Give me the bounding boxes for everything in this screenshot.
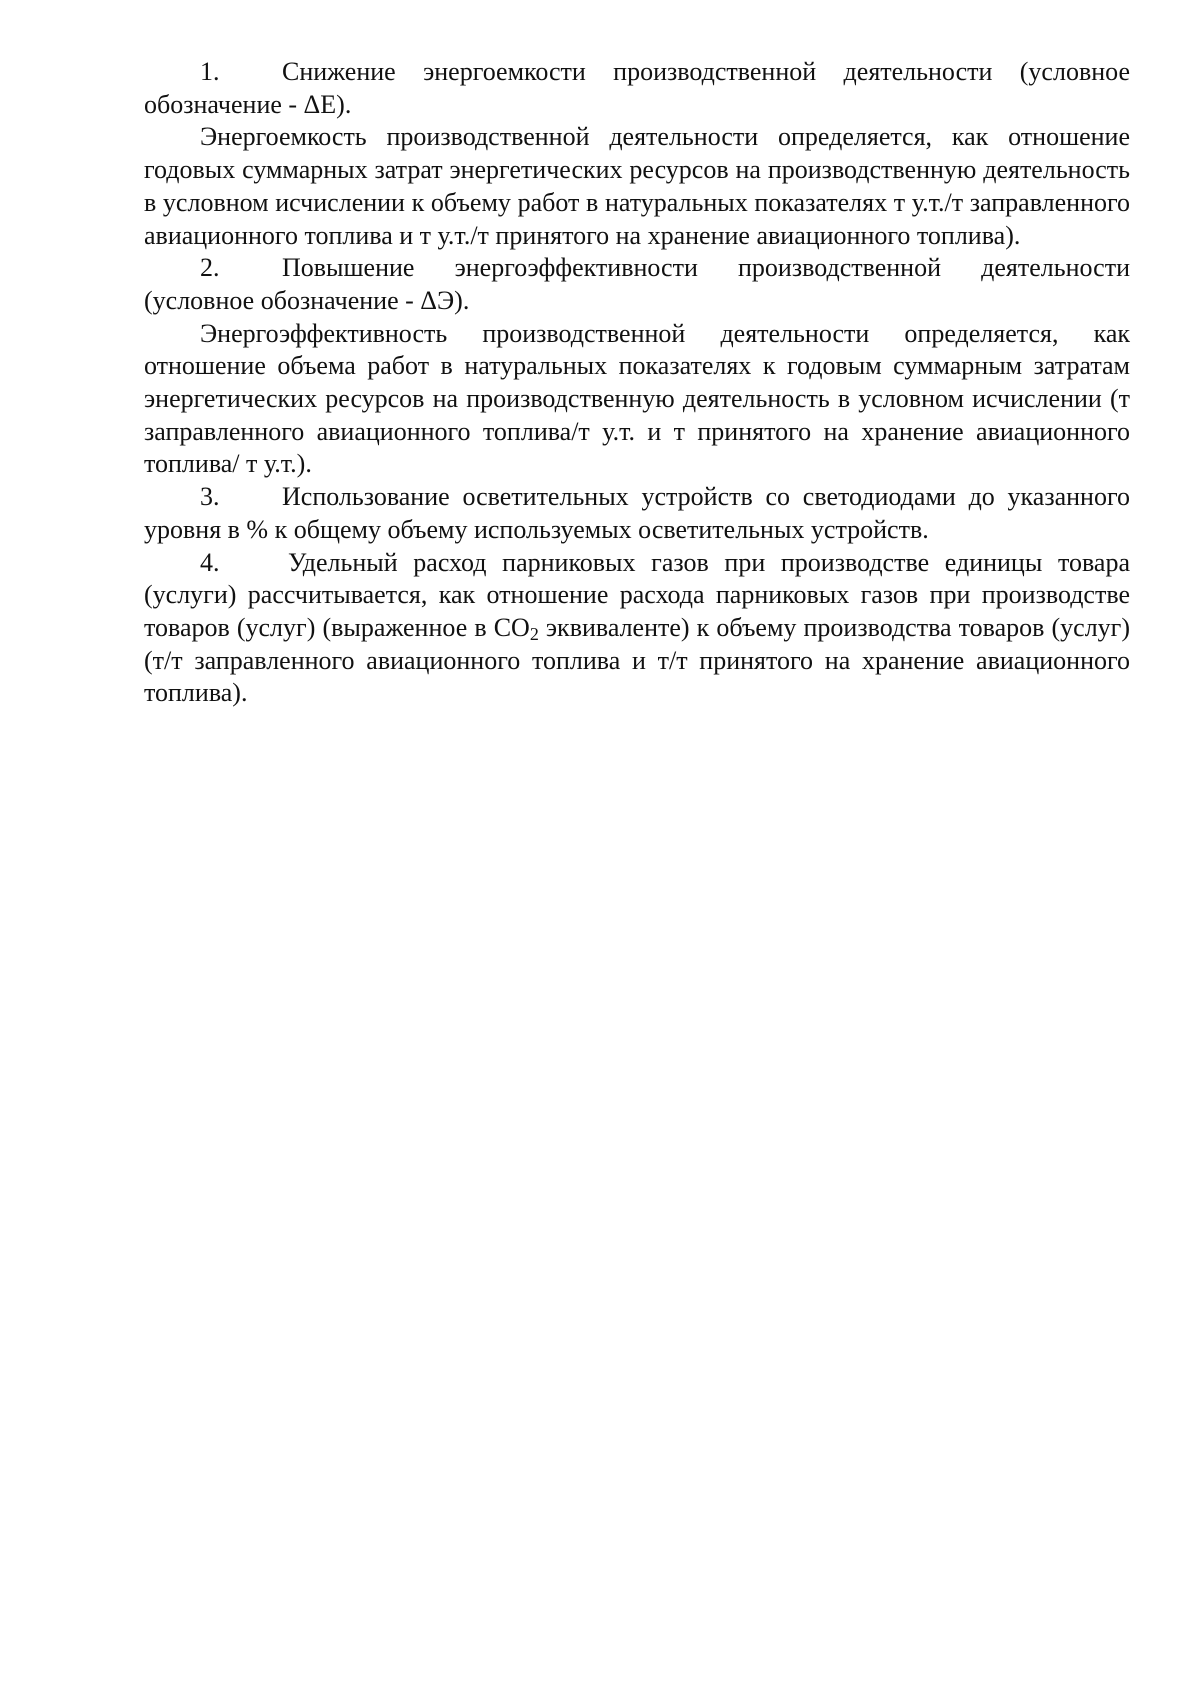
item-1-heading xyxy=(144,56,1130,121)
item-1-number: 1. xyxy=(200,57,220,86)
item-2-number: 2. xyxy=(200,253,220,283)
item-1-heading-text: Снижение энергоемкости производственной деятельности (условное обозначение - ΔЕ). xyxy=(144,57,1130,119)
item-4-text-after: эквиваленте) к объему производства товаров (услуг) (т/т заправленного авиационного топлива и т/т принятого на хранение авиационного топлива). xyxy=(144,612,1130,708)
item-2-heading xyxy=(144,252,1130,317)
item-4-paragraph xyxy=(144,547,1130,711)
item-2-heading-text: Повышение энергоэффективности производственной деятельности (условное обозначение - ΔЭ). xyxy=(144,253,1130,315)
item-2-description: Энергоэффективность производственной деятельности определяется, как отношение объема работ в натуральных показателях к годовым суммарным затратам энергетических ресурсов на производственную деятельность в условном исчислении (т заправленного авиационного топлива/т у.т. и т принятого на хранение авиационного топлива/ т у.т.). xyxy=(144,318,1130,479)
item-1-description: Энергоемкость производственной деятельности определяется, как отношение годовых суммарных затрат энергетических ресурсов на производственную деятельность в условном исчислении к объему работ в натуральных показателях т у.т./т заправленного авиационного топлива и т у.т./т принятого на хранение авиационного топлива). xyxy=(144,122,1130,250)
item-3-heading xyxy=(144,481,1130,546)
item-3-heading-text: Использование осветительных устройств со светодиодами до указанного уровня в % к общему объему используемых осветительных устройств. xyxy=(144,482,1130,544)
item-3-number: 3. xyxy=(200,482,220,512)
item-4-text-before: Удельный расход парниковых газов при производстве единицы товара (услуги) рассчитывается, как отношение расхода парниковых газов при производстве товаров (услуг) (выраженное в CO xyxy=(144,547,1130,642)
document-body xyxy=(144,56,1130,710)
item-4-number: 4. xyxy=(200,547,220,577)
item-4-subscript: 2 xyxy=(529,623,539,644)
